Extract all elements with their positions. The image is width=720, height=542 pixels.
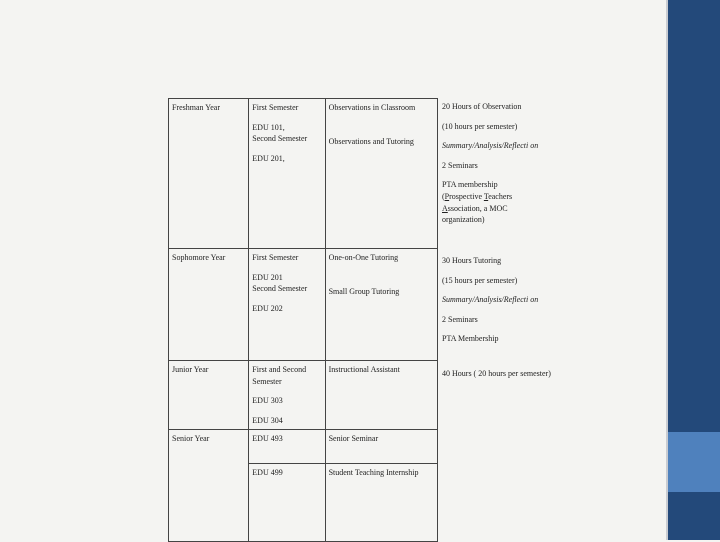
pta-definition: (Prospective Teachers (442, 191, 513, 201)
semester-cell: First and Second Semester EDU 303 EDU 304 (249, 361, 325, 430)
side-band-accent (668, 432, 720, 492)
table-row-senior (169, 430, 438, 464)
year-cell: Senior Year (169, 430, 249, 542)
sophomore-requirements: 30 Hours Tutoring (15 hours per semester) Summary/Analysis/Reflecti on 2 Seminars PTA Membership (442, 256, 539, 344)
field-experience-table (168, 98, 438, 542)
activity-cell: Observations in Classroom Observations and Tutoring (325, 99, 437, 249)
semester-cell: First Semester EDU 101, Second Semester EDU 201, (249, 99, 325, 249)
freshman-requirements: 20 Hours of Observation (10 hours per semester) Summary/Analysis/Reflecti on 2 Seminars PTA membership (Prospective Teachers Association, a MOC organization) (442, 101, 552, 226)
year-cell: Sophomore Year (169, 249, 249, 361)
semester-cell: EDU 493 (249, 430, 325, 464)
junior-requirements: 40 Hours ( 20 hours per semester) (442, 369, 551, 378)
year-cell: Freshman Year (169, 99, 249, 249)
semester-cell: First Semester EDU 201 Second Semester EDU 202 (249, 249, 325, 361)
year-cell: Junior Year (169, 361, 249, 430)
activity-cell: Student Teaching Internship (325, 464, 437, 542)
activity-cell: Instructional Assistant (325, 361, 437, 430)
table-row-sophomore (169, 249, 438, 361)
activity-cell: One-on-One Tutoring Small Group Tutoring (325, 249, 437, 361)
semester-cell: EDU 499 (249, 464, 325, 542)
table-row-freshman (169, 99, 438, 249)
activity-cell: Senior Seminar (325, 430, 437, 464)
table-row-junior (169, 361, 438, 430)
